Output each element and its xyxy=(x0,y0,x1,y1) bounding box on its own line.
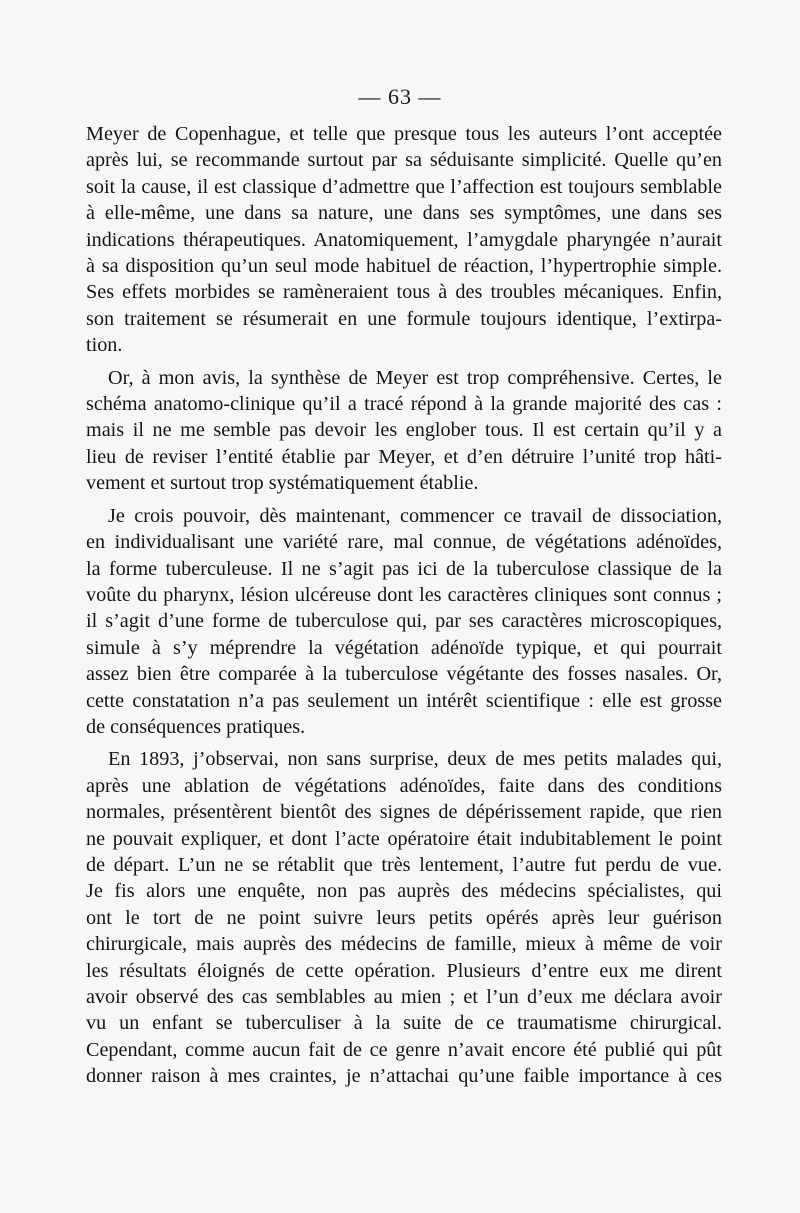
paragraph-2 xyxy=(86,365,722,497)
text-line: normales, présentèrent bientôt des signes de dépérissement rapide, que rien xyxy=(86,801,722,824)
text-line: Je fis alors une enquête, non pas auprès des médecins spécialistes, qui xyxy=(86,880,722,903)
text-line: simule à s’y méprendre la végétation adénoïde typique, et qui pourrait xyxy=(86,636,722,659)
text-line: son traitement se résumerait en une formule toujours identique, l’extirpa- xyxy=(86,307,722,330)
text-line: Meyer de Copenhague, et telle que presque tous les auteurs l’ont acceptée xyxy=(86,123,722,145)
text-line: vu un enfant se tuberculiser à la suite de ce traumatisme chirurgical. xyxy=(86,1012,722,1035)
text-line: En 1893, j’observai, non sans surprise, deux de mes petits malades qui, xyxy=(108,748,722,771)
text-line: indications thérapeutiques. Anatomiquement, l’amygdale pharyngée n’aurait xyxy=(86,228,722,251)
text-line: Je crois pouvoir, dès maintenant, commencer ce travail de dissociation, xyxy=(108,504,722,527)
text-line: il s’agit d’une forme de tuberculose qui, par ses caractères microscopiques, xyxy=(86,610,722,633)
text-line: chirurgicale, mais auprès des médecins de famille, mieux à même de voir xyxy=(86,933,722,956)
text-line: assez bien être comparée à la tuberculose végétante des fosses nasales. Or, xyxy=(86,663,722,686)
text-line: les résultats éloignés de cette opération. Plusieurs d’entre eux me dirent xyxy=(86,959,722,982)
text-line: lieu de reviser l’entité établie par Meyer, et d’en détruire l’unité trop hâti- xyxy=(86,445,722,468)
text-line: schéma anatomo-clinique qu’il a tracé répond à la grande majorité des cas : xyxy=(86,393,722,416)
text-line: Ses effets morbides se ramèneraient tous à des troubles mécaniques. Enfin, xyxy=(86,281,722,304)
text-line: soit la cause, il est classique d’admettre que l’affection est toujours semblable xyxy=(86,175,722,198)
text-line: après une ablation de végétations adénoïdes, faite dans des conditions xyxy=(86,774,722,797)
text-line: de conséquences pratiques. xyxy=(86,715,306,738)
text-line: ne pouvait expliquer, et dont l’acte opératoire était indubitablement le point xyxy=(86,827,722,850)
paragraph-4 xyxy=(86,746,722,1089)
text-line: donner raison à mes craintes, je n’attachai qu’une faible importance à ces xyxy=(86,1065,722,1088)
paragraph-3 xyxy=(86,503,722,741)
body-text xyxy=(86,121,722,1096)
text-line: à elle-même, une dans sa nature, une dans ses symptômes, une dans ses xyxy=(86,202,722,225)
text-line: Or, à mon avis, la synthèse de Meyer est trop compréhensive. Certes, le xyxy=(108,366,722,389)
paragraph-1 xyxy=(86,121,722,359)
text-line: la forme tuberculeuse. Il ne s’agit pas ici de la tuberculose classique de la xyxy=(86,557,722,580)
text-line: Cependant, comme aucun fait de ce genre n’avait encore été publié qui pût xyxy=(86,1038,722,1061)
text-line: voûte du pharynx, lésion ulcéreuse dont les caractères cliniques sont connus ; xyxy=(86,583,722,606)
text-line: vement et surtout trop systématiquement établie. xyxy=(86,472,479,495)
text-line: à sa disposition qu’un seul mode habituel de réaction, l’hypertrophie simple. xyxy=(86,255,722,278)
text-line: cette constatation n’a pas seulement un intérêt scientifique : elle est grosse xyxy=(86,689,722,712)
text-line: tion. xyxy=(86,334,123,357)
text-line: ont le tort de ne point suivre leurs petits opérés après leur guérison xyxy=(86,906,722,929)
text-line: après lui, se recommande surtout par sa séduisante simplicité. Quelle qu’en xyxy=(86,149,722,172)
text-line: de départ. L’un ne se rétablit que très lentement, l’autre fut perdu de vue. xyxy=(86,853,722,876)
text-line: avoir observé des cas semblables au mien ; et l’un d’eux me déclara avoir xyxy=(86,986,722,1008)
page-number: — 63 — xyxy=(358,84,442,109)
text-line: en individualisant une variété rare, mal connue, de végétations adénoïdes, xyxy=(86,531,722,554)
text-line: mais il ne me semble pas devoir les englober tous. Il est certain qu’il y a xyxy=(86,419,722,442)
